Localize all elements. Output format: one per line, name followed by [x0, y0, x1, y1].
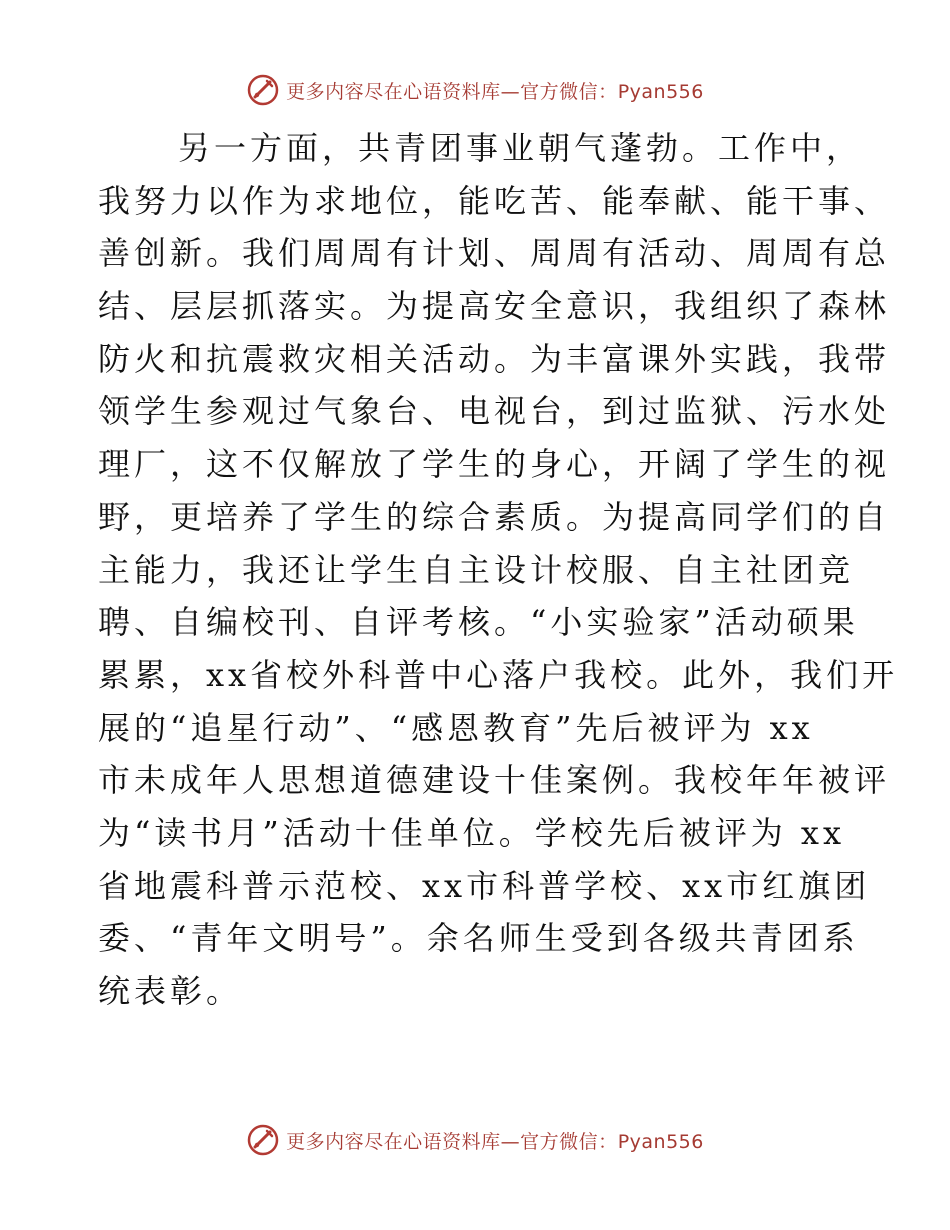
- text-line: 市未成年人思想道德建设十佳案例。我校年年被评: [98, 761, 891, 800]
- pen-seal-logo-icon: [246, 73, 280, 107]
- footer-banner-text: [286, 1127, 704, 1154]
- text-line: 防火和抗震救灾相关活动。为丰富课外实践，我带: [98, 339, 891, 378]
- pen-seal-logo-icon: [246, 1123, 280, 1157]
- text-line: 野，更培养了学生的综合素质。为提高同学们的自: [98, 497, 891, 536]
- text-line: 主能力，我还让学生自主设计校服、自主社团竞: [98, 550, 855, 589]
- text-line: 为“读书月”活动十佳单位。学校先后被评为 xx: [98, 813, 845, 852]
- footer-banner: [0, 1120, 950, 1160]
- text-line: 省地震科普示范校、xx市科普学校、xx市红旗团: [98, 866, 871, 905]
- text-line: 展的“追星行动”、“感恩教育”先后被评为 xx: [98, 708, 814, 747]
- header-wechat-label: 官方微信：: [520, 80, 618, 103]
- text-line: 领学生参观过气象台、电视台，到过监狱、污水处: [98, 392, 891, 431]
- text-line: 善创新。我们周周有计划、周周有活动、周周有总: [98, 234, 891, 273]
- text-line: 理厂，这不仅解放了学生的身心，开阔了学生的视: [98, 445, 891, 484]
- footer-wechat-id: Pyan556: [617, 1130, 704, 1153]
- header-wechat-id: Pyan556: [617, 80, 704, 103]
- text-line: 累累，xx省校外科普中心落户我校。此外，我们开: [98, 655, 899, 694]
- header-site-name: 更多内容尽在心语资料库: [286, 80, 501, 103]
- header-separator: —: [500, 80, 521, 103]
- text-line: 结、层层抓落实。为提高安全意识，我组织了森林: [98, 287, 891, 326]
- footer-separator: —: [500, 1130, 521, 1153]
- text-line: 统表彰。: [98, 972, 243, 1010]
- footer-wechat-label: 官方微信：: [520, 1130, 618, 1153]
- text-line: 聘、自编校刊、自评考核。“小实验家”活动硕果: [98, 603, 859, 642]
- text-line: 委、“青年文明号”。余名师生受到各级共青团系: [98, 919, 859, 958]
- document-body: [98, 122, 899, 1018]
- header-banner-text: [286, 77, 704, 104]
- footer-site-name: 更多内容尽在心语资料库: [286, 1130, 501, 1153]
- header-banner: [0, 70, 950, 110]
- text-line: 我努力以作为求地位，能吃苦、能奉献、能干事、: [98, 181, 891, 220]
- text-line: 另一方面，共青团事业朝气蓬勃。工作中，: [178, 129, 863, 167]
